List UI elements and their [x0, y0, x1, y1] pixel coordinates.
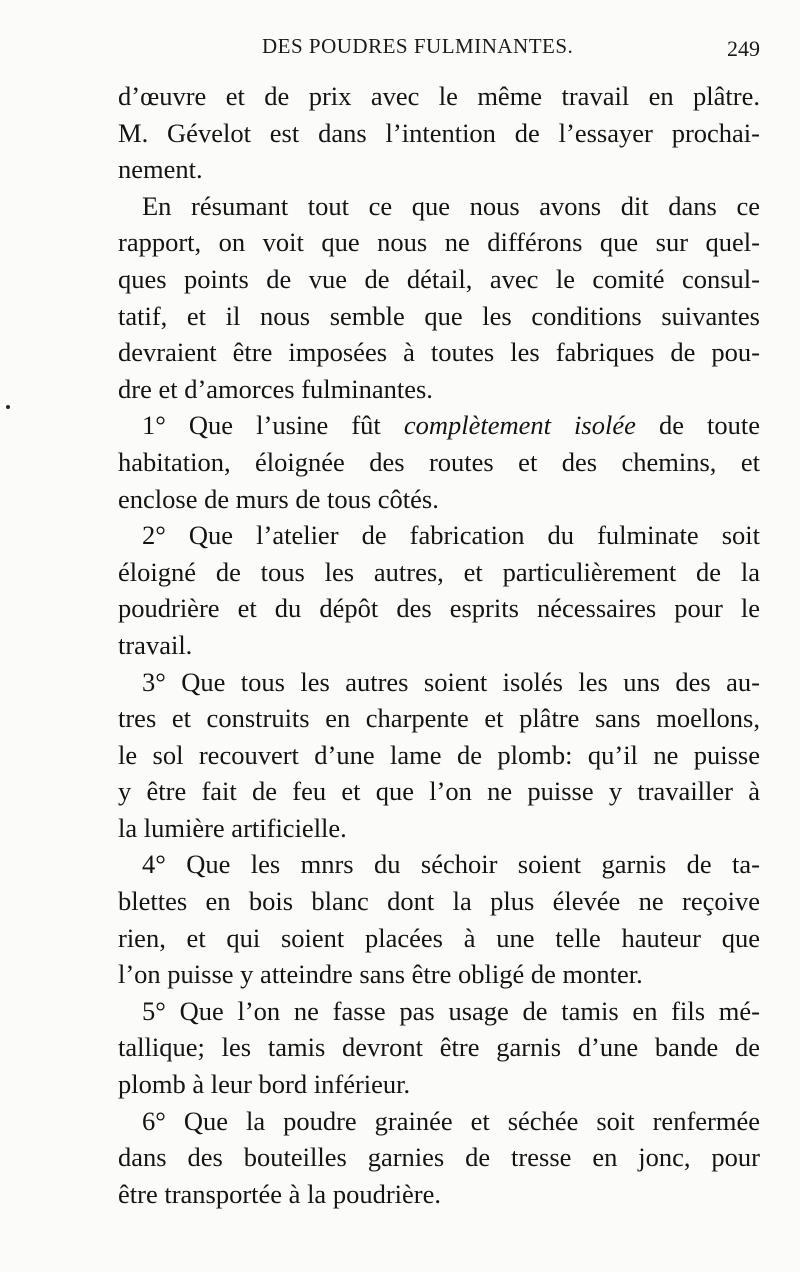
- text-line: plomb à leur bord inférieur.: [118, 1069, 411, 1100]
- text-line: 2° Que l’atelier de fabrication du fulminate soit: [142, 520, 760, 551]
- text-line: tallique; les tamis devront être garnis d’une bande de: [118, 1032, 760, 1063]
- text-line: dre et d’amorces fulminantes.: [118, 373, 433, 404]
- text-line: être transportée à la poudrière.: [118, 1178, 441, 1209]
- text-line: En résumant tout ce que nous avons dit dans ce: [142, 190, 760, 221]
- text-line: poudrière et du dépôt des esprits nécessaires pour le: [118, 593, 760, 624]
- text-line: habitation, éloignée des routes et des chemins, et: [118, 446, 760, 477]
- text-line: blettes en bois blanc dont la plus élevée ne reçoive: [118, 886, 760, 917]
- text-segment: 1° Que l’usine fût: [142, 410, 404, 441]
- text-line: la lumière artificielle.: [118, 812, 347, 843]
- page-header: [0, 34, 800, 64]
- text-line: M. Gévelot est dans l’intention de l’essayer prochai-: [118, 117, 760, 148]
- text-line: tatif, et il nous semble que les conditions suivantes: [118, 300, 760, 331]
- paper-speck: [6, 405, 10, 409]
- text-line: tres et construits en charpente et plâtre sans moellons,: [118, 703, 760, 734]
- page-number: 249: [727, 36, 760, 61]
- text-line: 4° Que les mnrs du séchoir soient garnis de ta-: [142, 849, 760, 880]
- text-line: 6° Que la poudre grainée et séchée soit renfermée: [142, 1105, 760, 1136]
- text-line: [118, 407, 760, 444]
- emphasized-text: complètement isolée: [403, 410, 636, 441]
- text-line: 5° Que l’on ne fasse pas usage de tamis en fils mé-: [142, 995, 760, 1026]
- text-line: nement.: [118, 154, 203, 185]
- running-title: DES POUDRES FULMINANTES.: [262, 34, 574, 58]
- text-line: ques points de vue de détail, avec le comité consul-: [118, 263, 760, 294]
- text-line: le sol recouvert d’une lame de plomb: qu’il ne puisse: [118, 739, 760, 770]
- text-line: rapport, on voit que nous ne différons que sur quel-: [118, 227, 760, 258]
- text-line: travail.: [118, 629, 193, 660]
- text-segment: de toute: [635, 410, 761, 441]
- text-line: dans des bouteilles garnies de tresse en jonc, pour: [118, 1142, 760, 1173]
- body-text: [118, 78, 760, 1212]
- text-line: d’œuvre et de prix avec le même travail en plâtre.: [118, 81, 760, 111]
- text-line: devraient être imposées à toutes les fabriques de pou-: [118, 337, 760, 368]
- text-line: éloigné de tous les autres, et particulièrement de la: [118, 556, 760, 587]
- text-line: 3° Que tous les autres soient isolés les uns des au-: [142, 666, 760, 697]
- text-line: y être fait de feu et que l’on ne puisse y travailler à: [118, 776, 760, 807]
- text-line: rien, et qui soient placées à une telle hauteur que: [118, 922, 760, 953]
- text-line: enclose de murs de tous côtés.: [118, 483, 439, 514]
- text-line: l’on puisse y atteindre sans être obligé de monter.: [118, 959, 643, 990]
